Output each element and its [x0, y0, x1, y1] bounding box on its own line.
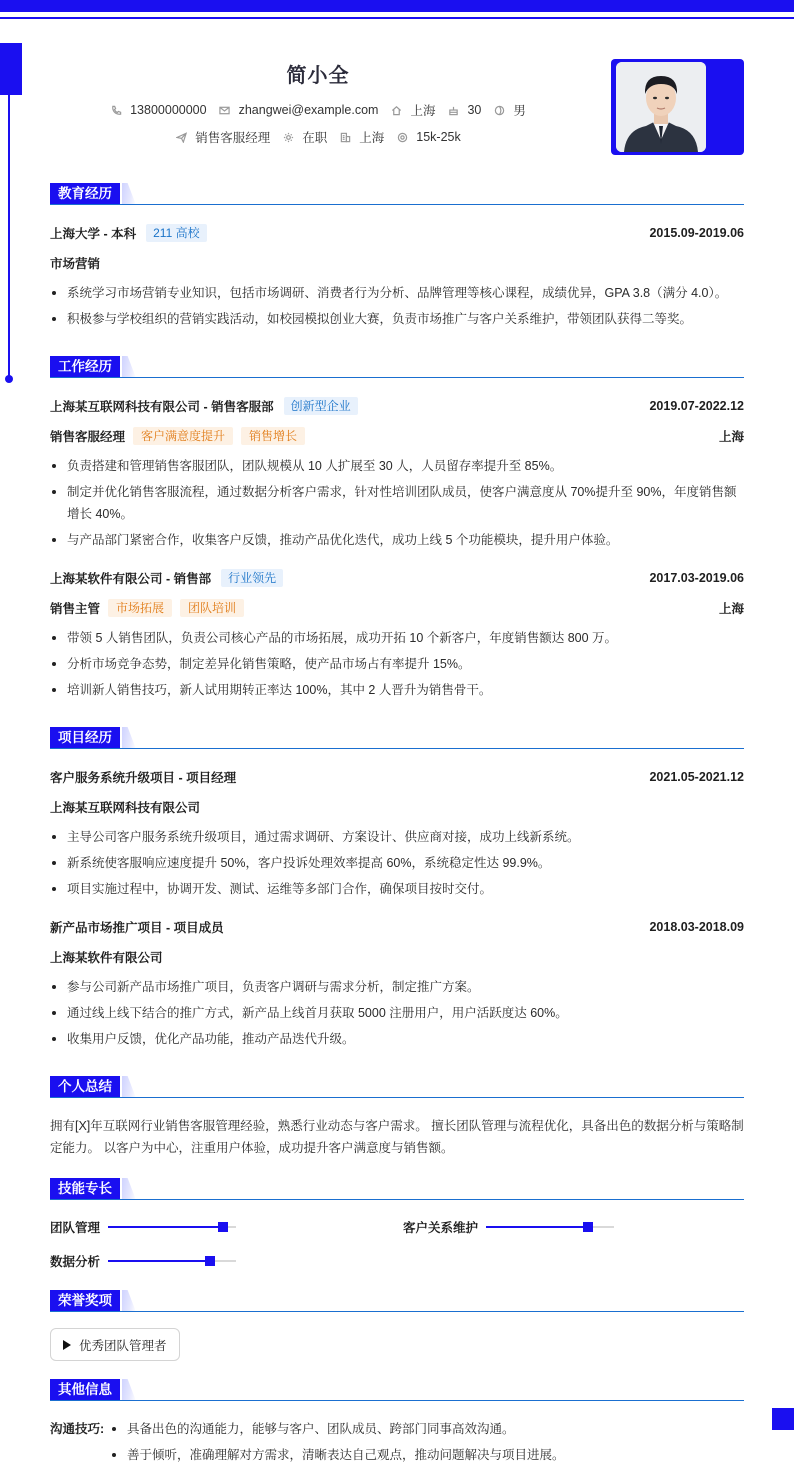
work-header: [50, 569, 744, 587]
send-icon: [175, 131, 187, 143]
skill-bar-fill: [108, 1226, 223, 1228]
education-header: [50, 224, 744, 242]
work-title-row: [50, 427, 744, 445]
list-item: 积极参与学校组织的营销实践活动，如校园模拟创业大赛，负责市场推广与客户关系维护，带领团队获得二等奖。: [50, 308, 744, 330]
project-date: 2018.03-2018.09: [649, 920, 744, 934]
age-item: [447, 103, 481, 117]
phone-icon: [110, 104, 122, 116]
company-tag: 行业领先: [221, 569, 283, 587]
section-tab-tail: [122, 183, 136, 205]
position-item: [175, 128, 270, 146]
city-text: 上海: [410, 104, 436, 118]
section-rule: [50, 1400, 744, 1401]
home-icon: [390, 104, 402, 116]
major-name: 市场营销: [50, 257, 101, 271]
list-item: 与产品部门紧密合作，收集客户反馈，推动产品优化迭代，成功上线 5 个功能模块，提升用户体验。: [50, 529, 744, 551]
skill-bar-knob: [205, 1256, 215, 1266]
skill-tag: 团队培训: [180, 599, 244, 617]
list-item: 负责搭建和管理销售客服团队，团队规模从 10 人扩展至 30 人，人员留存率提升至 85%。: [50, 455, 744, 477]
work-date: 2019.07-2022.12: [649, 399, 744, 413]
section-rule: [50, 1311, 744, 1312]
section-title: 荣誉奖项: [50, 1290, 120, 1312]
gender-item: [493, 101, 526, 119]
section-rule: [50, 377, 744, 378]
skill-tag: 客户满意度提升: [133, 427, 233, 445]
section-summary: [50, 1076, 744, 1100]
section-title: 个人总结: [50, 1076, 120, 1098]
project-company-row: [50, 948, 744, 966]
work-header: [50, 397, 744, 415]
skill-bar-fill: [486, 1226, 588, 1228]
work-date: 2017.03-2019.06: [649, 571, 744, 585]
work-title-row: [50, 599, 744, 617]
section-title: 工作经历: [50, 356, 120, 378]
section-work: [50, 356, 744, 380]
target-city-item: [339, 128, 384, 146]
section-tab-tail: [122, 356, 136, 378]
project-name: 新产品市场推广项目 - 项目成员: [50, 921, 224, 935]
section-tab-tail: [122, 1379, 136, 1401]
list-item: 带领 5 人销售团队，负责公司核心产品的市场拓展，成功开拓 10 个新客户，年度销售额达 800 万。: [50, 627, 744, 649]
mail-icon: [219, 104, 231, 116]
skill-name: 团队管理: [50, 1221, 101, 1235]
gender-icon: [493, 104, 505, 116]
skill-tag: 销售增长: [241, 427, 305, 445]
education-date: 2015.09-2019.06: [649, 226, 744, 240]
top-accent-line: [0, 17, 794, 19]
project-name: 客户服务系统升级项目 - 项目经理: [50, 771, 237, 785]
list-item: 主导公司客户服务系统升级项目，通过需求调研、方案设计、供应商对接，成功上线新系统。: [50, 826, 744, 848]
section-projects: [50, 727, 744, 751]
top-accent-bar: [0, 0, 794, 12]
job-intent-row: [0, 128, 636, 146]
salary-item: [396, 130, 460, 144]
section-title: 项目经历: [50, 727, 120, 749]
company-tag: 创新型企业: [284, 397, 358, 415]
section-tab-tail: [122, 1178, 136, 1200]
skill-tag: 市场拓展: [108, 599, 172, 617]
summary-text: 拥有[X]年互联网行业销售客服管理经验，熟悉行业动态与客户需求。 擅长团队管理与流程优化，具备出色的数据分析与策略制定能力。 以客户为中心，注重用户体验，成功提升客户满意度与销售额。: [50, 1119, 744, 1155]
gear-icon: [282, 131, 294, 143]
list-item: 新系统使客服响应速度提升 50%，客户投诉处理效率提高 60%，系统稳定性达 99.9%。: [50, 852, 744, 874]
section-rule: [50, 1199, 744, 1200]
email-item: [219, 103, 379, 117]
list-item-text: 制定并优化销售客服流程，通过数据分析客户需求，针对性培训团队成员，使客户满意度从 70%提升至 90%，年度销售额增长 40%。: [67, 485, 737, 521]
left-timeline-dot: [5, 375, 13, 383]
project-company: 上海某互联网科技有限公司: [50, 801, 201, 815]
project-company: 上海某软件有限公司: [50, 951, 163, 965]
section-tab-tail: [122, 727, 136, 749]
status-item: [282, 128, 327, 146]
skill-bar: [108, 1260, 236, 1262]
section-education: [50, 183, 744, 207]
section-title: 教育经历: [50, 183, 120, 205]
bottom-right-accent: [772, 1408, 794, 1430]
project-header: [50, 768, 744, 786]
other-label: 沟通技巧:: [50, 1422, 105, 1436]
section-title: 其他信息: [50, 1379, 120, 1401]
email-text: zhangwei@example.com: [238, 103, 379, 117]
list-item: 善于倾听，准确理解对方需求，清晰表达自己观点，推动问题解决与项目进展。: [110, 1444, 744, 1466]
phone-text: 13800000000: [130, 103, 207, 117]
list-item: 系统学习市场营销专业知识，包括市场调研、消费者行为分析、品牌管理等核心课程，成绩优异，GPA 3.8（满分 4.0）。: [50, 282, 744, 304]
section-rule: [50, 1097, 744, 1098]
candidate-name: 简小全: [286, 65, 350, 87]
award-item[interactable]: [50, 1328, 180, 1361]
section-tab-tail: [122, 1076, 136, 1098]
skill-bar: [486, 1226, 614, 1228]
skill-item: [50, 1218, 236, 1236]
list-item: 培训新人销售技巧，新人试用期转正率达 100%，其中 2 人晋升为销售骨干。: [50, 679, 744, 701]
list-item: 分析市场竞争态势，制定差异化销售策略，使产品市场占有率提升 15%。: [50, 653, 744, 675]
skill-item: [50, 1252, 236, 1270]
salary-text: 15k-25k: [416, 130, 461, 144]
school-name: 上海大学 - 本科: [50, 227, 137, 241]
city-item: [390, 101, 435, 119]
section-rule: [50, 748, 744, 749]
list-item: 收集用户反馈，优化产品功能，推动产品迭代升级。: [50, 1028, 744, 1050]
project-date: 2021.05-2021.12: [649, 770, 744, 784]
job-title: 销售主管: [50, 602, 101, 616]
skill-name: 客户关系维护: [403, 1221, 479, 1235]
skill-bar-fill: [108, 1260, 210, 1262]
target-city-text: 上海: [359, 131, 385, 145]
project-company-row: [50, 798, 744, 816]
skill-bar-knob: [218, 1222, 228, 1232]
skill-item: [403, 1218, 614, 1236]
skill-bar: [108, 1226, 236, 1228]
list-item: 项目实施过程中，协调开发、测试、运维等多部门合作，确保项目按时交付。: [50, 878, 744, 900]
award-name: 优秀团队管理者: [79, 1338, 167, 1353]
company-name: 上海某软件有限公司 - 销售部: [50, 572, 212, 586]
work-location: 上海: [718, 602, 744, 616]
profile-photo: [616, 62, 706, 152]
job-title: 销售客服经理: [50, 430, 126, 444]
coin-icon: [396, 131, 408, 143]
section-skills: [50, 1178, 744, 1202]
project-header: [50, 918, 744, 936]
age-text: 30: [467, 103, 482, 117]
education-major-row: [50, 254, 744, 272]
list-item: [50, 481, 742, 525]
list-item: 参与公司新产品市场推广项目，负责客户调研与需求分析，制定推广方案。: [50, 976, 744, 998]
gender-text: 男: [513, 104, 526, 118]
cake-icon: [447, 104, 459, 116]
school-tag: 211 高校: [146, 224, 206, 242]
section-tab-tail: [122, 1290, 136, 1312]
list-item: 具备出色的沟通能力，能够与客户、团队成员、跨部门同事高效沟通。: [110, 1418, 744, 1440]
section-title: 技能专长: [50, 1178, 120, 1200]
list-item: 通过线上线下结合的推广方式，新产品上线首月获取 5000 注册用户，用户活跃度达 60%。: [50, 1002, 744, 1024]
section-rule: [50, 204, 744, 205]
phone-item: [110, 103, 206, 117]
work-location: 上海: [718, 430, 744, 444]
skill-bar-knob: [583, 1222, 593, 1232]
company-name: 上海某互联网科技有限公司 - 销售客服部: [50, 400, 274, 414]
contact-row: [0, 101, 636, 119]
status-text: 在职: [302, 131, 328, 145]
section-other: [50, 1379, 744, 1403]
play-triangle-icon: [63, 1340, 71, 1350]
skill-name: 数据分析: [50, 1255, 101, 1269]
section-awards: [50, 1290, 744, 1314]
position-text: 销售客服经理: [195, 131, 271, 145]
building-icon: [339, 131, 351, 143]
